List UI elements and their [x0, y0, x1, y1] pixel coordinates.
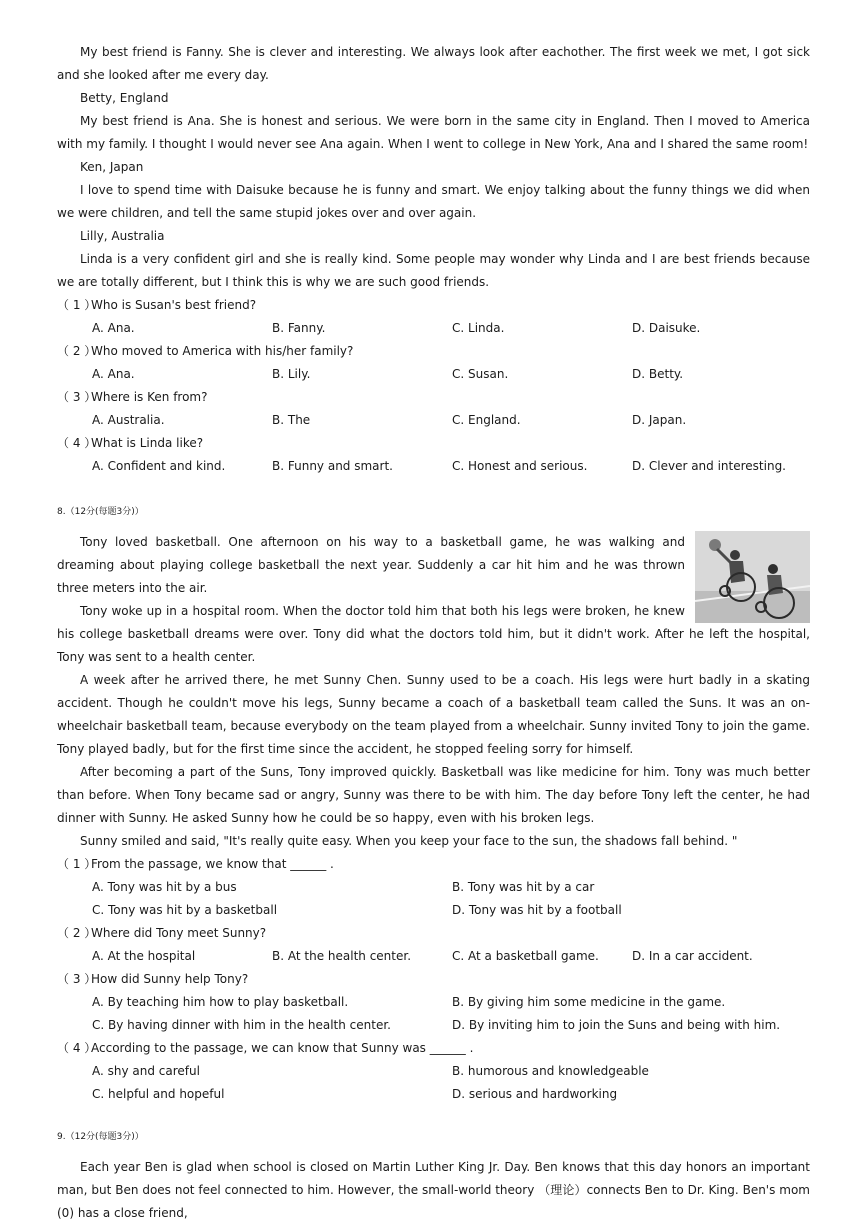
options-row [57, 1060, 810, 1083]
question-text: Who moved to America with his/her family? [91, 344, 354, 358]
section-header: 9.（12分(每题3分)） [57, 1132, 144, 1142]
passage-paragraph: Tony woke up in a hospital room. When the doctor told him that both his legs were broken, he knew his college basketball dreams were over. Tony did what the doctors told him, but it didn't work. After he left the hospital, Tony was sent to a health center. [57, 604, 810, 664]
question-number: （ 4 ） [57, 436, 97, 450]
section-header: 8.（12分(每题3分)） [57, 507, 144, 517]
option-a: A. At the hospital [92, 949, 196, 963]
passage-paragraph: My best friend is Fanny. She is clever and interesting. We always look after eachother. The first week we met, I got sick and she looked after me every day. [57, 45, 810, 82]
option-d: D. Daisuke. [632, 321, 701, 335]
option-d: D. By inviting him to join the Suns and being with him. [452, 1018, 781, 1032]
option-d: D. Tony was hit by a football [452, 903, 622, 917]
option-a: A. By teaching him how to play basketball. [92, 995, 349, 1009]
options-row [57, 409, 810, 432]
question [57, 386, 810, 409]
options-row [57, 1014, 810, 1037]
option-c: C. By having dinner with him in the health center. [92, 1018, 391, 1032]
question [57, 922, 810, 945]
options-row [57, 363, 810, 386]
question-number: （ 1 ） [57, 298, 97, 312]
option-c: C. Susan. [452, 367, 509, 381]
option-d: D. Clever and interesting. [632, 459, 786, 473]
question-number: （ 4 ） [57, 1041, 97, 1055]
passage-7 [57, 41, 810, 294]
passage-paragraph: After becoming a part of the Suns, Tony improved quickly. Basketball was like medicine for him. Tony was much better than before. When Tony became sad or angry, Sunny was there to be with him. The day before Tony left the center, he had dinner with Sunny. He asked Sunny how he could be so happy, even with his broken legs. [57, 765, 810, 825]
question-text: From the passage, we know that ______ . [91, 857, 334, 871]
exam-page [57, 41, 810, 1225]
passage-paragraph: My best friend is Ana. She is honest and serious. We were born in the same city in England. Then I moved to America with my family. I thought I would never see Ana again. When I went to college in New York, Ana and I shared the same room! [57, 114, 810, 151]
option-c: C. At a basketball game. [452, 949, 599, 963]
passage-paragraph: Sunny smiled and said, "It's really quite easy. When you keep your face to the sun, the shadows fall behind. " [80, 834, 738, 848]
options-row [57, 991, 810, 1014]
option-b: B. Funny and smart. [272, 459, 393, 473]
question-number: （ 1 ） [57, 857, 97, 871]
option-c: C. Honest and serious. [452, 459, 588, 473]
question [57, 432, 810, 455]
options-row [57, 876, 810, 899]
option-a: A. Ana. [92, 321, 135, 335]
question-number: （ 2 ） [57, 926, 97, 940]
question [57, 853, 810, 876]
option-a: A. Tony was hit by a bus [92, 880, 237, 894]
passage-paragraph: Tony loved basketball. One afternoon on his way to a basketball game, he was walking and dreaming about playing college basketball the next year. Suddenly a car hit him and he was thrown three meters into the air. [57, 535, 685, 595]
option-b: B. humorous and knowledgeable [452, 1064, 649, 1078]
option-c: C. England. [452, 413, 521, 427]
question-number: （ 2 ） [57, 344, 97, 358]
option-b: B. By giving him some medicine in the game. [452, 995, 726, 1009]
options-row [57, 455, 810, 478]
question-text: How did Sunny help Tony? [91, 972, 249, 986]
option-b: B. Tony was hit by a car [452, 880, 595, 894]
options-row [57, 945, 810, 968]
wheelchair-basketball-photo [695, 531, 810, 623]
passage-paragraph: A week after he arrived there, he met Sunny Chen. Sunny used to be a coach. His legs were hurt badly in a skating accident. Though he couldn't move his legs, Sunny became a coach of a basketball team called the Suns. It was an on-wheelchair basketball team, because everybody on the team played from a wheelchair. Sunny invited Tony to join the game. Tony played badly, but for the first time since the accident, he stopped feeling sorry for himself. [57, 673, 810, 756]
option-a: A. Confident and kind. [92, 459, 226, 473]
option-d: D. Betty. [632, 367, 684, 381]
option-d: D. serious and hardworking [452, 1087, 618, 1101]
question [57, 294, 810, 317]
passage-paragraph: I love to spend time with Daisuke because he is funny and smart. We enjoy talking about the funny things we did when we were children, and tell the same stupid jokes over and over again. [57, 183, 810, 220]
option-b: B. At the health center. [272, 949, 412, 963]
options-row [57, 899, 810, 922]
option-a: A. Ana. [92, 367, 135, 381]
option-b: B. The [272, 413, 311, 427]
passage-paragraph: Linda is a very confident girl and she is really kind. Some people may wonder why Linda and I are best friends because we are totally different, but I think this is why we are such good friends. [57, 252, 810, 289]
option-c: C. Linda. [452, 321, 505, 335]
option-b: B. Lily. [272, 367, 311, 381]
question-text: Who is Susan's best friend? [91, 298, 257, 312]
passage-signature: Betty, England [80, 91, 169, 105]
passage-signature: Lilly, Australia [80, 229, 165, 243]
options-row [57, 317, 810, 340]
option-c: C. Tony was hit by a basketball [92, 903, 278, 917]
section-9 [57, 1130, 810, 1225]
option-a: A. shy and careful [92, 1064, 200, 1078]
section-8 [57, 505, 810, 1106]
option-d: D. Japan. [632, 413, 687, 427]
option-a: A. Australia. [92, 413, 165, 427]
question-number: （ 3 ） [57, 972, 97, 986]
question [57, 968, 810, 991]
question-text: Where is Ken from? [91, 390, 208, 404]
question-text: According to the passage, we can know that Sunny was ______ . [91, 1041, 474, 1055]
question [57, 1037, 810, 1060]
question-number: （ 3 ） [57, 390, 97, 404]
passage-paragraph: Each year Ben is glad when school is closed on Martin Luther King Jr. Day. Ben knows that this day honors an important man, but Ben does not feel connected to him. However, the small-world theory （理论）connects Ben to Dr. King. Ben's mom (0) has a close friend, [57, 1160, 810, 1220]
option-b: B. Fanny. [272, 321, 326, 335]
passage-7-questions [57, 294, 810, 478]
option-d: D. In a car accident. [632, 949, 753, 963]
question-text: What is Linda like? [91, 436, 204, 450]
question [57, 340, 810, 363]
passage-signature: Ken, Japan [80, 160, 144, 174]
option-c: C. helpful and hopeful [92, 1087, 225, 1101]
question-text: Where did Tony meet Sunny? [91, 926, 267, 940]
options-row [57, 1083, 810, 1106]
